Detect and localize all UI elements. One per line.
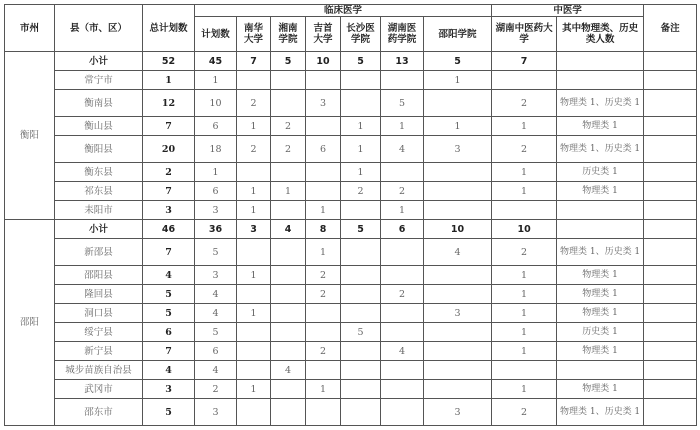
- value-cell: 5: [143, 399, 195, 426]
- value-cell: [424, 201, 492, 220]
- header-clinical: 临床医学: [195, 5, 492, 17]
- value-cell: 5: [195, 239, 237, 266]
- header-sub: 湘南学院: [271, 17, 306, 52]
- subject-note-cell: 物理类 1: [557, 266, 644, 285]
- value-cell: [381, 239, 424, 266]
- table-row: [5, 304, 697, 323]
- value-cell: 1: [271, 182, 306, 201]
- value-cell: 6: [195, 342, 237, 361]
- value-cell: 2: [381, 285, 424, 304]
- value-cell: 7: [143, 182, 195, 201]
- value-cell: [424, 342, 492, 361]
- header-total: 总计划数: [143, 5, 195, 52]
- value-cell: 1: [424, 117, 492, 136]
- value-cell: 10: [424, 220, 492, 239]
- value-cell: 7: [143, 239, 195, 266]
- header-sub: 其中物理类、历史类人数: [557, 17, 644, 52]
- remark-cell: [644, 220, 697, 239]
- city-cell: 邵阳: [5, 220, 55, 426]
- value-cell: 10: [195, 90, 237, 117]
- subject-note-cell: 物理类 1、历史类 1: [557, 90, 644, 117]
- enrollment-plan-table: [4, 4, 697, 426]
- table-row: [5, 90, 697, 117]
- value-cell: 1: [341, 117, 381, 136]
- county-cell: 祁东县: [55, 182, 143, 201]
- value-cell: 2: [306, 285, 341, 304]
- subject-note-cell: 历史类 1: [557, 163, 644, 182]
- subject-note-cell: [557, 220, 644, 239]
- value-cell: 6: [306, 136, 341, 163]
- value-cell: [341, 239, 381, 266]
- county-cell: 城步苗族自治县: [55, 361, 143, 380]
- value-cell: 4: [143, 361, 195, 380]
- value-cell: [237, 163, 271, 182]
- value-cell: 1: [237, 182, 271, 201]
- remark-cell: [644, 239, 697, 266]
- table-row: [5, 71, 697, 90]
- value-cell: 4: [424, 239, 492, 266]
- value-cell: 3: [195, 399, 237, 426]
- value-cell: 20: [143, 136, 195, 163]
- value-cell: [381, 399, 424, 426]
- value-cell: [271, 90, 306, 117]
- value-cell: [381, 71, 424, 90]
- table-row: [5, 239, 697, 266]
- value-cell: [341, 380, 381, 399]
- value-cell: [271, 323, 306, 342]
- value-cell: [271, 266, 306, 285]
- value-cell: [424, 380, 492, 399]
- value-cell: 1: [306, 201, 341, 220]
- value-cell: 3: [195, 266, 237, 285]
- value-cell: 4: [381, 342, 424, 361]
- value-cell: [424, 182, 492, 201]
- value-cell: [306, 182, 341, 201]
- value-cell: 1: [306, 380, 341, 399]
- value-cell: [341, 285, 381, 304]
- value-cell: [271, 304, 306, 323]
- subject-note-cell: 历史类 1: [557, 323, 644, 342]
- value-cell: 2: [492, 90, 557, 117]
- value-cell: [306, 361, 341, 380]
- value-cell: 10: [492, 220, 557, 239]
- subject-note-cell: 物理类 1、历史类 1: [557, 239, 644, 266]
- county-cell: 小计: [55, 220, 143, 239]
- value-cell: 1: [237, 380, 271, 399]
- value-cell: [341, 399, 381, 426]
- value-cell: [306, 304, 341, 323]
- subject-note-cell: 物理类 1: [557, 117, 644, 136]
- remark-cell: [644, 304, 697, 323]
- value-cell: 4: [195, 361, 237, 380]
- remark-cell: [644, 163, 697, 182]
- value-cell: 13: [381, 52, 424, 71]
- value-cell: 3: [424, 136, 492, 163]
- subject-note-cell: 物理类 1: [557, 342, 644, 361]
- remark-cell: [644, 52, 697, 71]
- value-cell: [341, 304, 381, 323]
- remark-cell: [644, 399, 697, 426]
- value-cell: 4: [195, 285, 237, 304]
- county-cell: 邵东市: [55, 399, 143, 426]
- remark-cell: [644, 285, 697, 304]
- value-cell: [381, 304, 424, 323]
- county-cell: 新宁县: [55, 342, 143, 361]
- subject-note-cell: 物理类 1、历史类 1: [557, 136, 644, 163]
- county-cell: 邵阳县: [55, 266, 143, 285]
- county-cell: 隆回县: [55, 285, 143, 304]
- value-cell: [306, 163, 341, 182]
- value-cell: [271, 163, 306, 182]
- subject-note-cell: 物理类 1: [557, 380, 644, 399]
- header-tcm: 中医学: [492, 5, 644, 17]
- value-cell: [271, 380, 306, 399]
- county-cell: 绥宁县: [55, 323, 143, 342]
- value-cell: 3: [143, 201, 195, 220]
- value-cell: 1: [492, 380, 557, 399]
- value-cell: 5: [381, 90, 424, 117]
- value-cell: 18: [195, 136, 237, 163]
- remark-cell: [644, 380, 697, 399]
- value-cell: 1: [143, 71, 195, 90]
- value-cell: [381, 380, 424, 399]
- value-cell: [341, 71, 381, 90]
- value-cell: [381, 163, 424, 182]
- subject-note-cell: [557, 71, 644, 90]
- value-cell: [237, 323, 271, 342]
- value-cell: 2: [237, 90, 271, 117]
- value-cell: 1: [492, 182, 557, 201]
- value-cell: 5: [341, 323, 381, 342]
- value-cell: [381, 266, 424, 285]
- value-cell: 2: [341, 182, 381, 201]
- county-cell: 新邵县: [55, 239, 143, 266]
- value-cell: 1: [424, 71, 492, 90]
- value-cell: 2: [492, 399, 557, 426]
- value-cell: [271, 201, 306, 220]
- county-cell: 耒阳市: [55, 201, 143, 220]
- table-row: [5, 266, 697, 285]
- value-cell: 5: [424, 52, 492, 71]
- value-cell: [306, 117, 341, 136]
- value-cell: 6: [195, 182, 237, 201]
- value-cell: 4: [271, 220, 306, 239]
- header-sub: 吉首大学: [306, 17, 341, 52]
- value-cell: 2: [271, 136, 306, 163]
- value-cell: 1: [381, 117, 424, 136]
- value-cell: 6: [195, 117, 237, 136]
- value-cell: [381, 323, 424, 342]
- value-cell: 2: [143, 163, 195, 182]
- value-cell: 2: [492, 239, 557, 266]
- value-cell: [492, 71, 557, 90]
- table-row: [5, 380, 697, 399]
- value-cell: [271, 239, 306, 266]
- subject-note-cell: 物理类 1: [557, 285, 644, 304]
- value-cell: [271, 285, 306, 304]
- value-cell: [271, 71, 306, 90]
- value-cell: 5: [143, 304, 195, 323]
- value-cell: [341, 201, 381, 220]
- value-cell: [341, 342, 381, 361]
- value-cell: 1: [341, 136, 381, 163]
- value-cell: 1: [306, 239, 341, 266]
- table-row: [5, 323, 697, 342]
- value-cell: [271, 342, 306, 361]
- county-cell: 衡山县: [55, 117, 143, 136]
- table-row: [5, 163, 697, 182]
- value-cell: [271, 399, 306, 426]
- header-city: 市州: [5, 5, 55, 52]
- table-row: [5, 399, 697, 426]
- value-cell: 52: [143, 52, 195, 71]
- remark-cell: [644, 136, 697, 163]
- value-cell: 2: [237, 136, 271, 163]
- value-cell: [306, 71, 341, 90]
- value-cell: 7: [143, 342, 195, 361]
- header-sub: 邵阳学院: [424, 17, 492, 52]
- value-cell: 1: [195, 71, 237, 90]
- value-cell: 10: [306, 52, 341, 71]
- value-cell: 1: [492, 285, 557, 304]
- header-sub: 湖南医药学院: [381, 17, 424, 52]
- value-cell: 2: [306, 266, 341, 285]
- table-row: [5, 342, 697, 361]
- value-cell: [424, 361, 492, 380]
- value-cell: 1: [237, 117, 271, 136]
- county-cell: 衡南县: [55, 90, 143, 117]
- remark-cell: [644, 90, 697, 117]
- value-cell: 1: [341, 163, 381, 182]
- header-sub: 湖南中医药大学: [492, 17, 557, 52]
- value-cell: 1: [381, 201, 424, 220]
- value-cell: 12: [143, 90, 195, 117]
- value-cell: [424, 90, 492, 117]
- value-cell: 36: [195, 220, 237, 239]
- value-cell: [237, 285, 271, 304]
- value-cell: 3: [424, 304, 492, 323]
- subject-note-cell: [557, 361, 644, 380]
- value-cell: 1: [492, 304, 557, 323]
- value-cell: 1: [237, 201, 271, 220]
- value-cell: 5: [271, 52, 306, 71]
- remark-cell: [644, 361, 697, 380]
- county-cell: 小计: [55, 52, 143, 71]
- value-cell: [237, 239, 271, 266]
- value-cell: [237, 71, 271, 90]
- subject-note-cell: [557, 52, 644, 71]
- remark-cell: [644, 201, 697, 220]
- header-sub: 计划数: [195, 17, 237, 52]
- county-cell: 武冈市: [55, 380, 143, 399]
- value-cell: 2: [306, 342, 341, 361]
- value-cell: 2: [492, 136, 557, 163]
- table-row: [5, 52, 697, 71]
- value-cell: 2: [195, 380, 237, 399]
- table-row: [5, 136, 697, 163]
- value-cell: 4: [271, 361, 306, 380]
- value-cell: [424, 323, 492, 342]
- value-cell: 46: [143, 220, 195, 239]
- value-cell: [237, 342, 271, 361]
- county-cell: 衡东县: [55, 163, 143, 182]
- table-row: [5, 361, 697, 380]
- table-row: [5, 220, 697, 239]
- value-cell: [424, 285, 492, 304]
- county-cell: 洞口县: [55, 304, 143, 323]
- value-cell: 3: [237, 220, 271, 239]
- value-cell: [492, 361, 557, 380]
- header-remark: 备注: [644, 5, 697, 52]
- value-cell: 4: [381, 136, 424, 163]
- header-sub: 南华大学: [237, 17, 271, 52]
- remark-cell: [644, 117, 697, 136]
- value-cell: [424, 163, 492, 182]
- table-row: [5, 117, 697, 136]
- value-cell: [341, 90, 381, 117]
- county-cell: 常宁市: [55, 71, 143, 90]
- value-cell: 4: [143, 266, 195, 285]
- value-cell: [306, 399, 341, 426]
- value-cell: 7: [143, 117, 195, 136]
- value-cell: 1: [237, 304, 271, 323]
- value-cell: 1: [492, 323, 557, 342]
- value-cell: 6: [143, 323, 195, 342]
- value-cell: 3: [424, 399, 492, 426]
- value-cell: 7: [237, 52, 271, 71]
- table-row: [5, 285, 697, 304]
- remark-cell: [644, 182, 697, 201]
- remark-cell: [644, 342, 697, 361]
- subject-note-cell: 物理类 1: [557, 182, 644, 201]
- remark-cell: [644, 266, 697, 285]
- value-cell: 1: [492, 163, 557, 182]
- city-cell: 衡阳: [5, 52, 55, 220]
- value-cell: 1: [492, 266, 557, 285]
- header-sub: 长沙医学院: [341, 17, 381, 52]
- remark-cell: [644, 71, 697, 90]
- value-cell: 3: [195, 201, 237, 220]
- value-cell: 5: [341, 220, 381, 239]
- value-cell: 3: [143, 380, 195, 399]
- value-cell: 5: [341, 52, 381, 71]
- subject-note-cell: 物理类 1、历史类 1: [557, 399, 644, 426]
- county-cell: 衡阳县: [55, 136, 143, 163]
- value-cell: [237, 361, 271, 380]
- value-cell: [492, 201, 557, 220]
- remark-cell: [644, 323, 697, 342]
- value-cell: 1: [237, 266, 271, 285]
- value-cell: 7: [492, 52, 557, 71]
- subject-note-cell: [557, 201, 644, 220]
- table-row: [5, 201, 697, 220]
- value-cell: 1: [492, 117, 557, 136]
- value-cell: 5: [195, 323, 237, 342]
- subject-note-cell: 物理类 1: [557, 304, 644, 323]
- header-county: 县（市、区）: [55, 5, 143, 52]
- value-cell: [341, 266, 381, 285]
- value-cell: 4: [195, 304, 237, 323]
- value-cell: [237, 399, 271, 426]
- table-row: [5, 182, 697, 201]
- value-cell: 2: [381, 182, 424, 201]
- value-cell: 2: [271, 117, 306, 136]
- value-cell: 6: [381, 220, 424, 239]
- value-cell: [381, 361, 424, 380]
- value-cell: 5: [143, 285, 195, 304]
- value-cell: 8: [306, 220, 341, 239]
- value-cell: [424, 266, 492, 285]
- value-cell: [306, 323, 341, 342]
- value-cell: 3: [306, 90, 341, 117]
- value-cell: 1: [195, 163, 237, 182]
- value-cell: [341, 361, 381, 380]
- value-cell: 45: [195, 52, 237, 71]
- value-cell: 1: [492, 342, 557, 361]
